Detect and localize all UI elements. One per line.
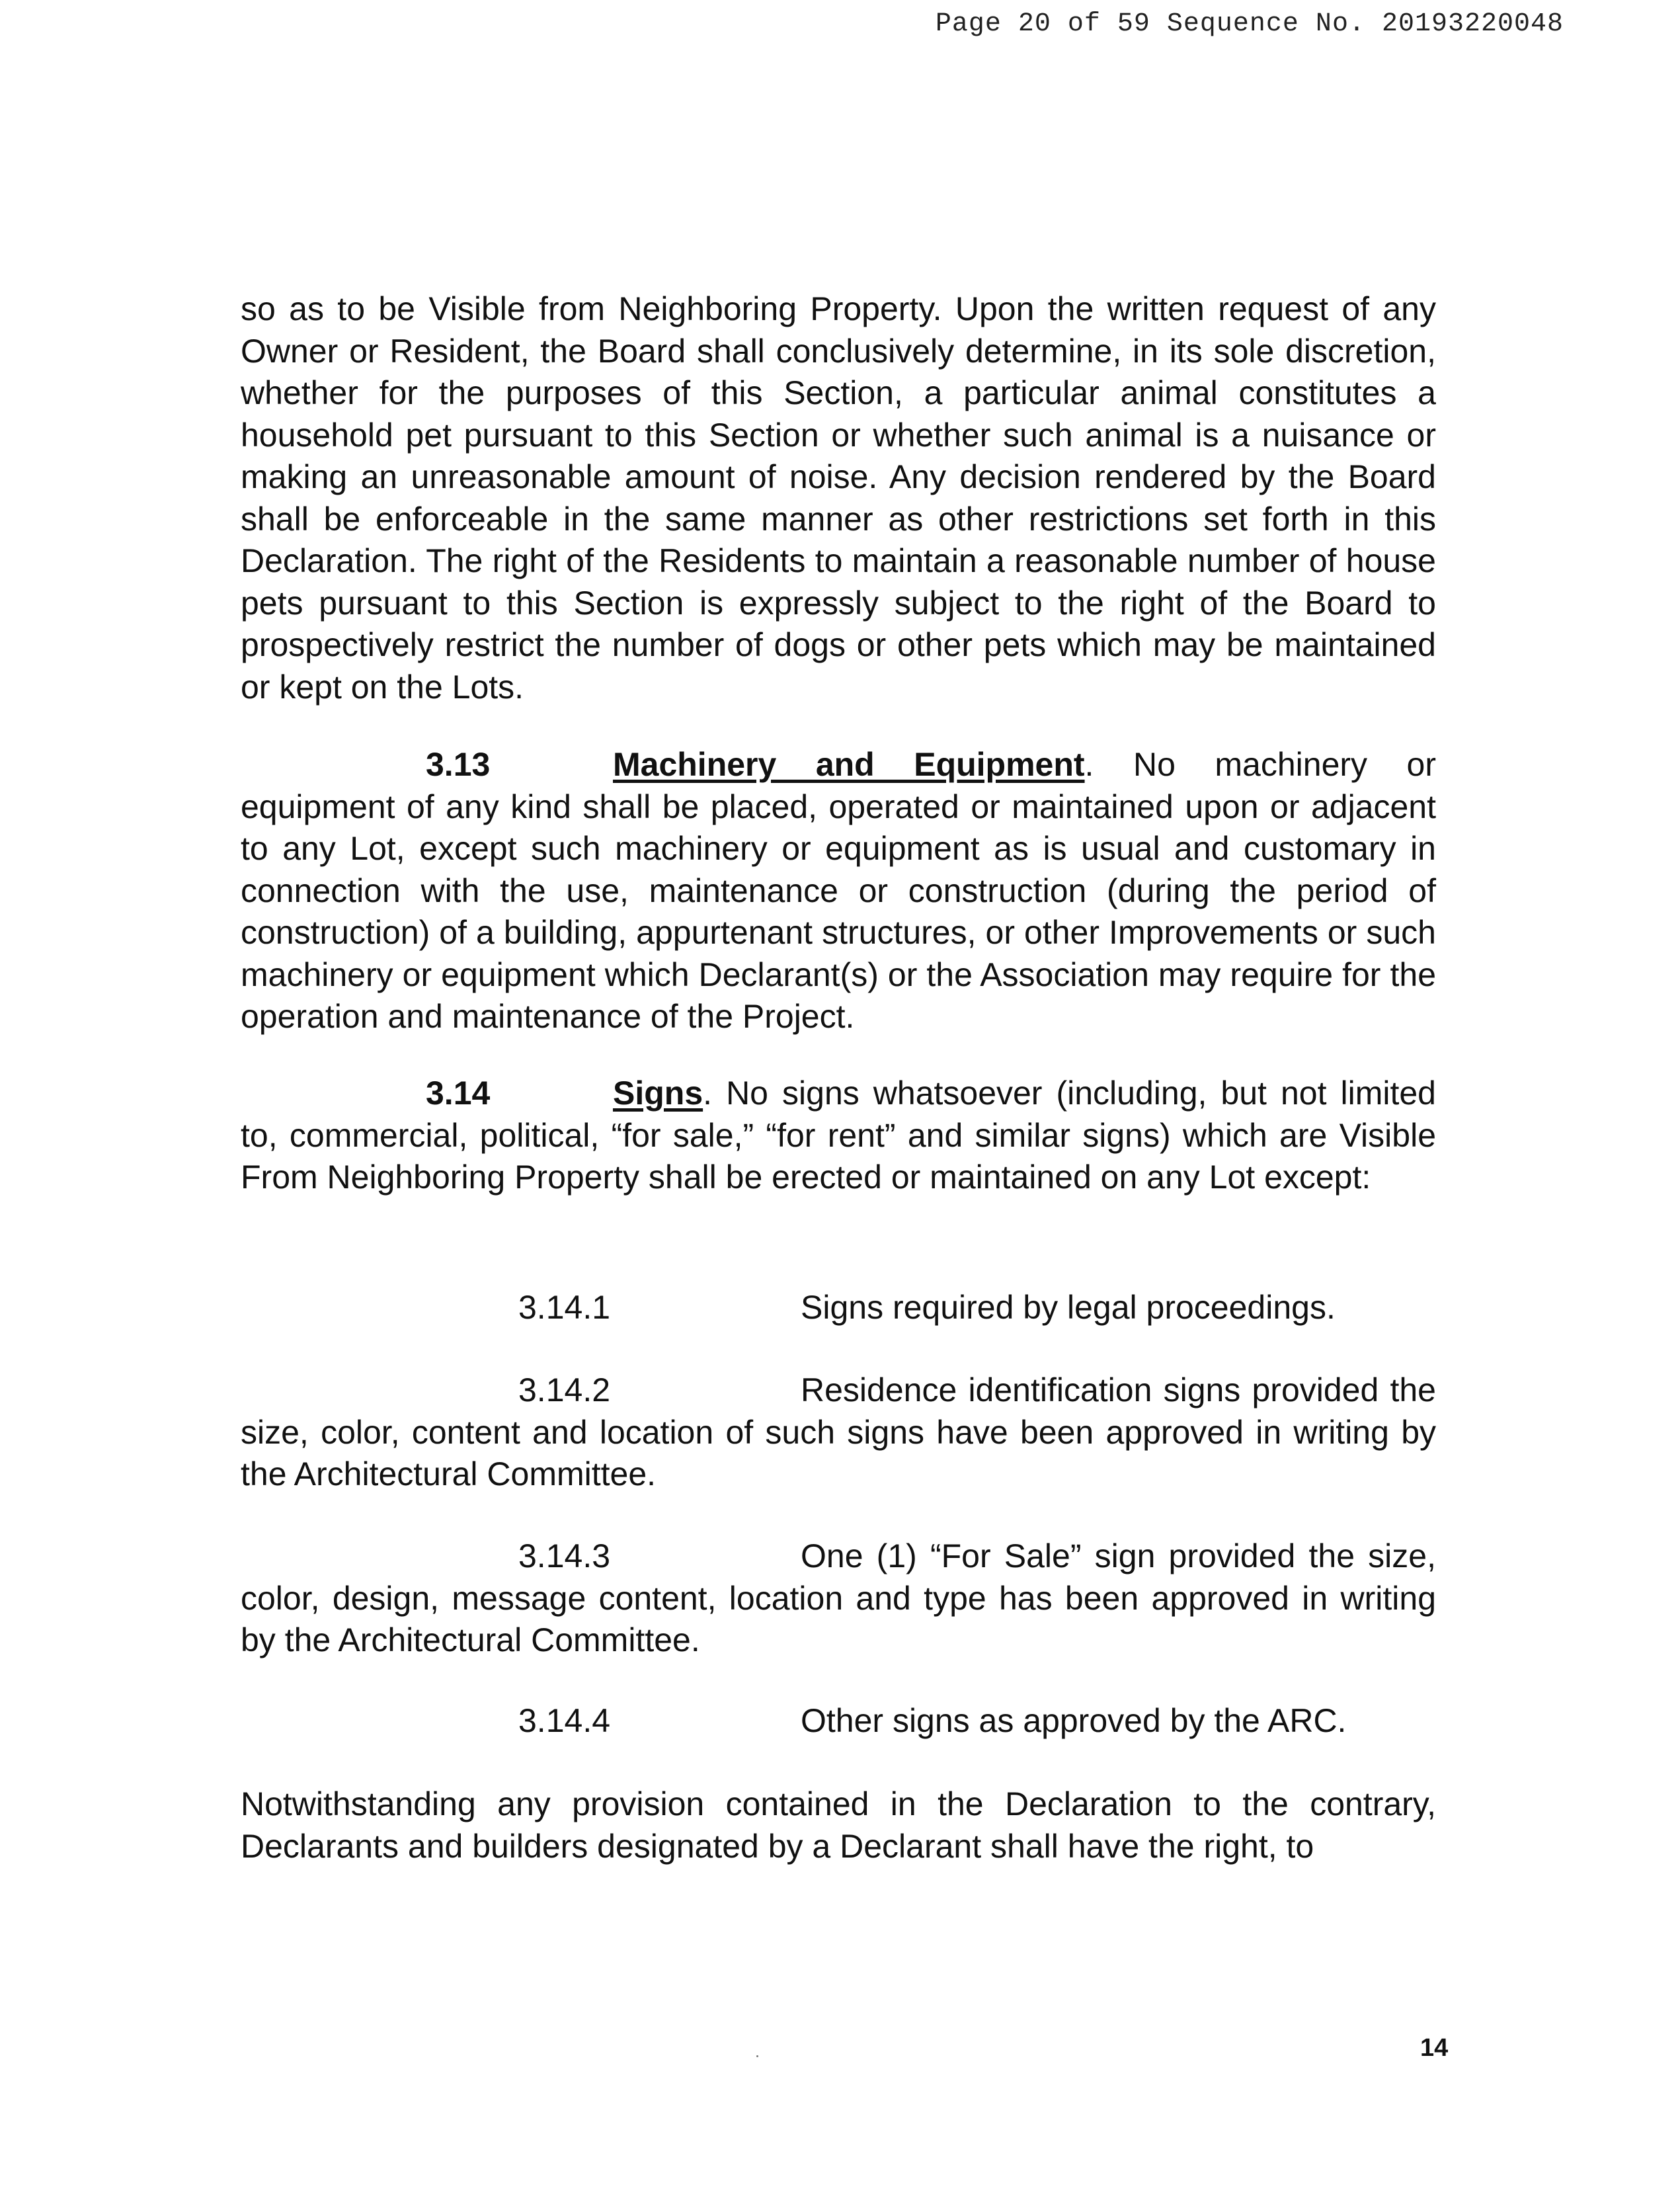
- closing-paragraph: Notwithstanding any provision contained in the Declaration to the contrary, Declarants and builders designated by a Declarant shall have the right, to: [241, 1785, 1436, 1865]
- subsection-3-14-4-number: 3.14.4: [518, 1702, 611, 1739]
- section-3-13-number: 3.13: [426, 746, 491, 783]
- subsection-3-14-1-text: Signs required by legal proceedings.: [801, 1289, 1336, 1326]
- subsection-3-14-3: [241, 1535, 1436, 1662]
- subsection-3-14-1: [241, 1287, 1436, 1329]
- subsection-3-14-3-number: 3.14.3: [518, 1537, 611, 1574]
- section-3-14-body: No signs whatsoever (including, but not limited to, commercial, political, “for sale,” “for rent” and similar signs) which are Visible From Neighboring Property shall be erected or maintained on any Lot except:: [241, 1075, 1436, 1196]
- intro-paragraph: so as to be Visible from Neighboring Property. Upon the written request of any Owner or Resident, the Board shall conclusively determine, in its sole discretion, whether for the purposes of this Section, a particular animal constitutes a household pet pursuant to this Section or whether such animal is a nuisance or making an unreasonable amount of noise. Any decision rendered by the Board shall be enforceable in the same manner as other restrictions set forth in this Declaration. The right of the Residents to maintain a reasonable number of house pets pursuant to this Section is expressly subject to the right of the Board to prospectively restrict the number of dogs or other pets which may be maintained or kept on the Lots.: [241, 290, 1436, 706]
- section-3-13-paragraph: [241, 744, 1436, 1038]
- section-3-14-title-period: .: [703, 1075, 713, 1112]
- section-3-14-title: Signs: [613, 1075, 703, 1112]
- section-3-13-title: Machinery and Equipment: [613, 746, 1085, 783]
- subsection-3-14-2-text: Residence identification signs provided the size, color, content and location of such signs have been approved in writing by the Architectural Committee.: [241, 1371, 1436, 1492]
- subsection-3-14-1-number: 3.14.1: [518, 1289, 611, 1326]
- page-number: 14: [1420, 2034, 1449, 2062]
- subsection-3-14-2-number: 3.14.2: [518, 1371, 611, 1409]
- subsection-3-14-3-text: One (1) “For Sale” sign provided the size, color, design, message content, location and type has been approved in writing by the Architectural Committee.: [241, 1537, 1436, 1658]
- subsection-3-14-4: [241, 1700, 1436, 1742]
- page-sequence-header: Page 20 of 59 Sequence No. 20193220048: [935, 9, 1564, 39]
- subsection-3-14-4-text: Other signs as approved by the ARC.: [801, 1702, 1347, 1739]
- section-3-14-paragraph: [241, 1073, 1436, 1199]
- subsection-3-14-2: [241, 1369, 1436, 1496]
- section-3-14-number: 3.14: [426, 1075, 491, 1112]
- section-3-13-body: No machinery or equipment of any kind shall be placed, operated or maintained upon or adjacent to any Lot, except such machinery or equipment as is usual and customary in connection with the use, maintenance or construction (during the period of construction) of a building, appurtenant structures, or other Improvements or such machinery or equipment which Declarant(s) or the Association may require for the operation and maintenance of the Project.: [241, 746, 1436, 1035]
- section-3-13-title-period: .: [1084, 746, 1094, 783]
- scan-speck: [756, 2055, 758, 2057]
